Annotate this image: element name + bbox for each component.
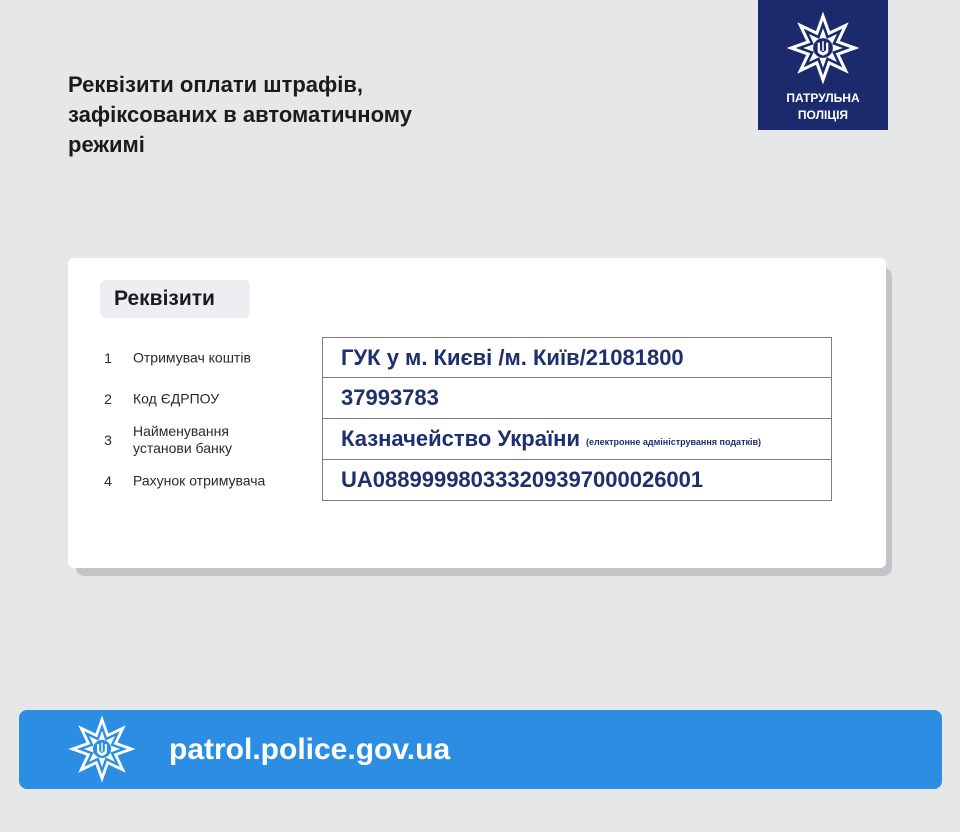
logo-text-line1: ПАТРУЛЬНА	[786, 91, 860, 105]
row-value: 37993783	[341, 385, 439, 410]
title-line: Реквізити оплати штрафів,	[68, 72, 364, 97]
title-line: режимі	[68, 132, 145, 157]
table-row	[68, 337, 886, 378]
police-star-icon	[67, 714, 137, 784]
website-link[interactable]: patrol.police.gov.ua	[169, 733, 451, 766]
row-value-box	[322, 419, 832, 460]
row-number: 3	[104, 431, 112, 448]
row-label	[133, 423, 313, 457]
row-number: 4	[104, 472, 112, 489]
row-label	[133, 349, 313, 366]
row-value: UA088999980333209397000026001	[341, 467, 704, 492]
table-row	[68, 378, 886, 419]
logo-text-line2: ПОЛІЦІЯ	[797, 108, 849, 122]
row-label-line: Рахунок отримувача	[133, 472, 266, 488]
row-value-note: (електронне адміністрування податків)	[585, 437, 762, 447]
row-value-box	[322, 337, 832, 378]
row-label	[133, 472, 313, 489]
table-row	[68, 419, 886, 460]
row-number: 1	[104, 349, 112, 366]
title-line: зафіксованих в автоматичному	[68, 102, 412, 127]
row-value: ГУК у м. Києві /м. Київ/21081800	[341, 344, 684, 370]
website-banner	[19, 710, 942, 789]
page-title	[68, 70, 588, 160]
row-value-box	[322, 378, 832, 419]
row-value: Казначейство України	[341, 426, 580, 451]
row-label-line: Отримувач коштів	[133, 349, 251, 365]
table-row	[68, 460, 886, 501]
patrol-police-logo	[758, 0, 888, 130]
row-label-line: Код ЄДРПОУ	[133, 390, 220, 406]
requisites-heading: Реквізити	[100, 280, 250, 318]
requisites-card	[68, 258, 886, 568]
police-star-icon	[785, 10, 861, 86]
row-label-line: установи банку	[133, 439, 233, 456]
row-value-box	[322, 460, 832, 501]
row-label	[133, 390, 313, 407]
row-number: 2	[104, 390, 112, 407]
row-label-line: Найменування	[133, 422, 229, 439]
